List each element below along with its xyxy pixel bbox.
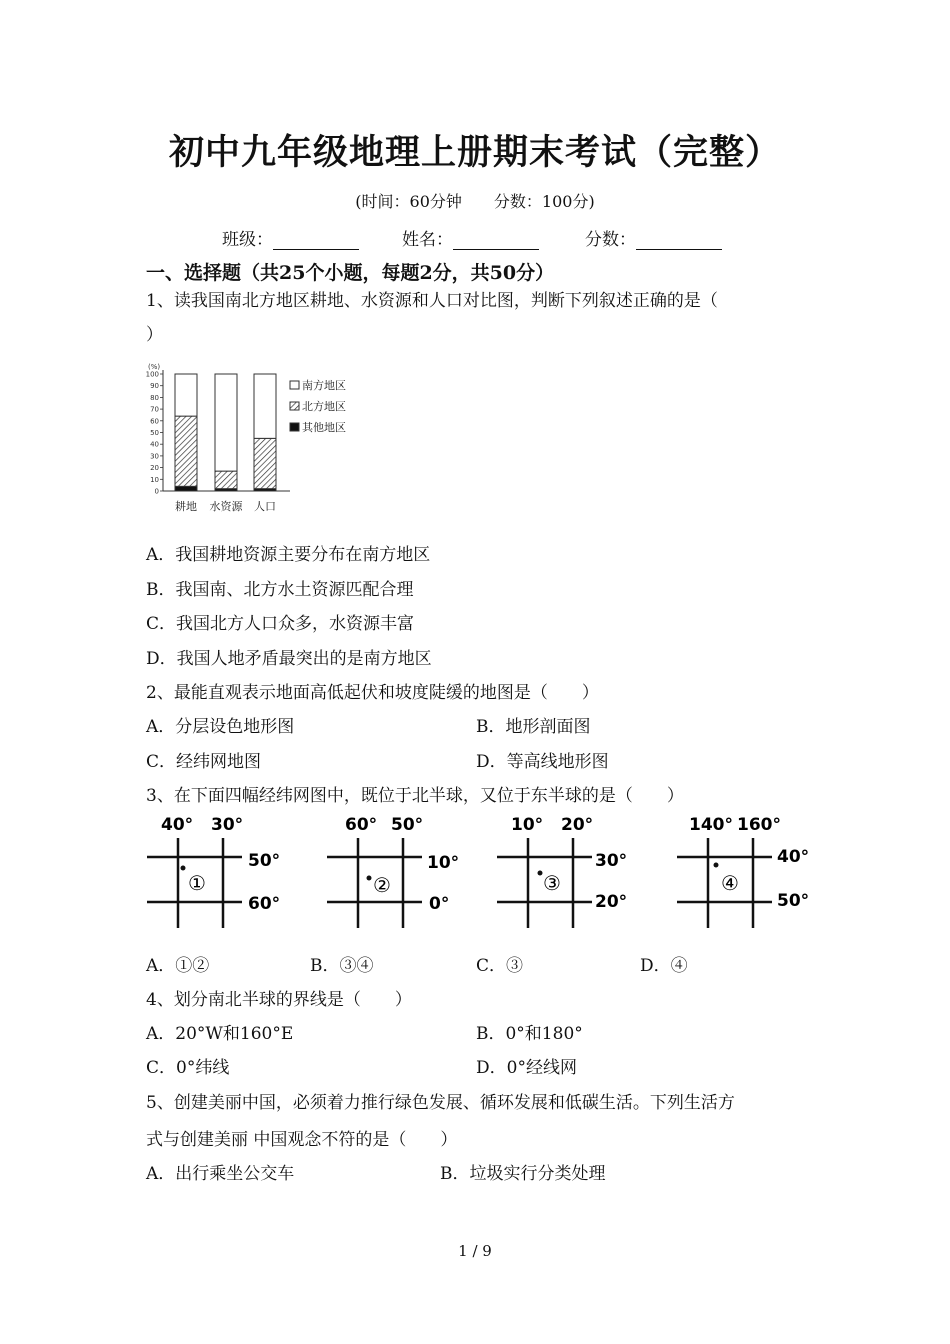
q3-option-d[interactable]: D．④ bbox=[640, 956, 688, 976]
q1-option-a[interactable]: A．我国耕地资源主要分布在南方地区 bbox=[146, 545, 431, 565]
grid1-mark: ① bbox=[188, 871, 206, 895]
grid3-top-right-label: 20° bbox=[561, 815, 594, 835]
score-blank[interactable] bbox=[636, 231, 722, 250]
y-tick-label: 40 bbox=[150, 440, 159, 449]
name-label: 姓名： bbox=[402, 230, 453, 250]
q3-option-c[interactable]: C．③ bbox=[476, 956, 524, 976]
y-tick-label: 20 bbox=[150, 464, 159, 473]
bar-1-1 bbox=[215, 471, 237, 489]
q3-stem: 3、在下面四幅经纬网图中，既位于北半球，又位于东半球的是（ ） bbox=[146, 786, 684, 806]
q3-option-b[interactable]: B．③④ bbox=[310, 956, 374, 976]
grid4-top-left-label: 140° bbox=[689, 815, 733, 835]
legend-label: 其他地区 bbox=[302, 421, 346, 434]
bar-0-1 bbox=[175, 416, 197, 486]
y-tick-label: 0 bbox=[154, 487, 159, 496]
exam-time-score: (时间：60分钟 分数：100分) bbox=[355, 192, 595, 211]
page-title: 初中九年级地理上册期末考试（完整） bbox=[168, 132, 781, 173]
q5-stem: 5、创建美丽中国，必须着力推行绿色发展、循环发展和低碳生活。下列生活方 bbox=[146, 1093, 735, 1113]
q1-stem: 1、读我国南北方地区耕地、水资源和人口对比图，判断下列叙述正确的是（ bbox=[146, 291, 718, 311]
bar-0-0 bbox=[175, 486, 197, 491]
y-tick-label: 100 bbox=[145, 370, 159, 379]
bar-0-2 bbox=[175, 374, 197, 416]
grid4-top-right-label: 160° bbox=[737, 815, 781, 835]
y-tick-label: 10 bbox=[150, 475, 159, 484]
grid2-right-top-label: 10° bbox=[427, 853, 460, 873]
page-number: 1 / 9 bbox=[458, 1242, 492, 1260]
grid3-right-top-label: 30° bbox=[595, 851, 628, 871]
grid3-mark: ③ bbox=[543, 871, 561, 895]
y-axis-unit-label: (%) bbox=[148, 363, 161, 371]
bar-2-1 bbox=[254, 438, 276, 488]
q5-stem-end: 式与创建美丽 中国观念不符的是（ ） bbox=[146, 1130, 458, 1150]
q5-option-a[interactable]: A．出行乘坐公交车 bbox=[146, 1164, 295, 1184]
x-tick-label: 耕地 bbox=[175, 500, 197, 513]
score-label: 分数： bbox=[585, 230, 636, 250]
y-tick-label: 70 bbox=[150, 405, 159, 414]
legend-swatch bbox=[290, 402, 299, 410]
grid2-right-bottom-label: 0° bbox=[429, 894, 450, 914]
q2-stem: 2、最能直观表示地面高低起伏和坡度陡缓的地图是（ ） bbox=[146, 683, 599, 703]
q2-option-d[interactable]: D．等高线地形图 bbox=[476, 752, 609, 772]
q2-option-c[interactable]: C．经纬网地图 bbox=[146, 752, 262, 772]
x-tick-label: 水资源 bbox=[209, 500, 243, 513]
q4-option-b[interactable]: B．0°和180° bbox=[476, 1024, 583, 1044]
q3-grid-3 bbox=[495, 810, 645, 935]
legend-swatch bbox=[290, 423, 299, 431]
name-blank[interactable] bbox=[453, 231, 539, 250]
grid2-top-left-label: 60° bbox=[345, 815, 378, 835]
bar-2-2 bbox=[254, 374, 276, 438]
q4-option-d[interactable]: D．0°经线网 bbox=[476, 1058, 577, 1078]
bar-1-2 bbox=[215, 374, 237, 471]
grid1-top-right-label: 30° bbox=[211, 815, 244, 835]
legend-label: 北方地区 bbox=[302, 400, 346, 413]
name-field[interactable] bbox=[402, 225, 539, 250]
score-field[interactable] bbox=[585, 225, 722, 250]
grid1-top-left-label: 40° bbox=[161, 815, 194, 835]
x-tick-label: 人口 bbox=[254, 500, 276, 513]
q3-option-a[interactable]: A．①② bbox=[146, 956, 210, 976]
q3-grid-2 bbox=[325, 810, 475, 935]
section-heading: 一、选择题（共25个小题，每题2分，共50分） bbox=[146, 262, 555, 284]
class-blank[interactable] bbox=[273, 231, 359, 250]
q4-option-a[interactable]: A．20°W和160°E bbox=[146, 1024, 294, 1044]
q1-stem-end: ） bbox=[146, 325, 163, 345]
grid1-right-bottom-label: 60° bbox=[248, 894, 281, 914]
grid3-right-bottom-label: 20° bbox=[595, 892, 628, 912]
q1-option-c[interactable]: C．我国北方人口众多，水资源丰富 bbox=[146, 614, 415, 634]
q2-option-a[interactable]: A．分层设色地形图 bbox=[146, 717, 295, 737]
q3-grid-1 bbox=[145, 810, 295, 935]
grid2-mark: ② bbox=[373, 873, 391, 897]
q1-option-b[interactable]: B．我国南、北方水土资源匹配合理 bbox=[146, 580, 414, 600]
q5-option-b[interactable]: B．垃圾实行分类处理 bbox=[440, 1164, 606, 1184]
grid4-mark: ④ bbox=[721, 871, 739, 895]
y-tick-label: 50 bbox=[150, 429, 159, 437]
legend-label: 南方地区 bbox=[302, 379, 346, 392]
grid4-right-bottom-label: 50° bbox=[777, 891, 810, 911]
grid4-right-top-label: 40° bbox=[777, 847, 810, 867]
class-field[interactable] bbox=[222, 225, 359, 250]
y-tick-label: 60 bbox=[150, 417, 159, 426]
grid3-top-left-label: 10° bbox=[511, 815, 544, 835]
q2-option-b[interactable]: B．地形剖面图 bbox=[476, 717, 591, 737]
grid2-top-right-label: 50° bbox=[391, 815, 424, 835]
q4-stem: 4、划分南北半球的界线是（ ） bbox=[146, 990, 412, 1010]
q1-option-d[interactable]: D．我国人地矛盾最突出的是南方地区 bbox=[146, 649, 432, 669]
q3-grid-4 bbox=[675, 810, 825, 935]
q1-stacked-bar-chart bbox=[140, 360, 380, 518]
y-tick-label: 80 bbox=[150, 393, 159, 402]
y-tick-label: 30 bbox=[150, 452, 159, 461]
q4-option-c[interactable]: C．0°纬线 bbox=[146, 1058, 230, 1078]
legend-swatch bbox=[290, 381, 299, 389]
class-label: 班级： bbox=[222, 230, 273, 250]
y-tick-label: 90 bbox=[150, 382, 159, 391]
grid1-right-top-label: 50° bbox=[248, 851, 281, 871]
